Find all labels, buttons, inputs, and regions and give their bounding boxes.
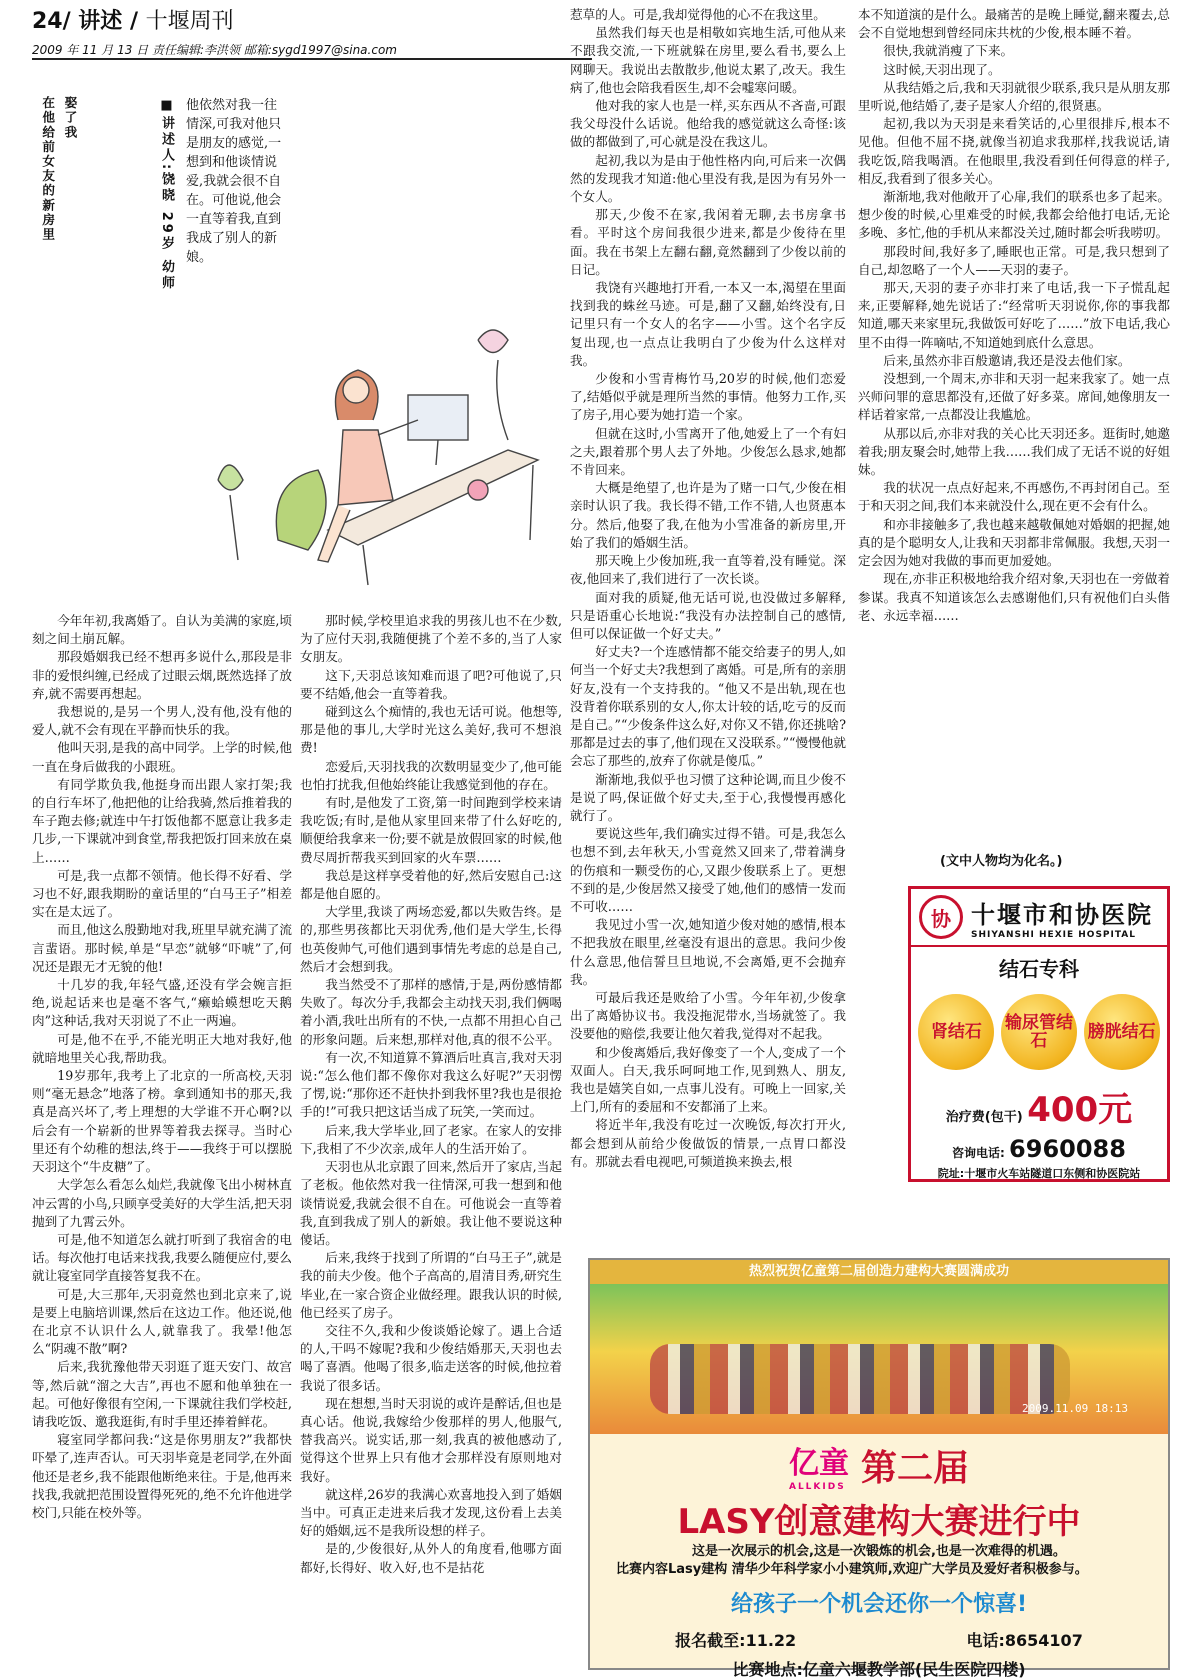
article-paragraph: 好丈夫?一个连感情都不能交给妻子的男人,如何当一个好丈夫?我想到了离婚。可是,所有的亲朋好友,没有一个支持我的。“他又不是出轨,现在也没背着你联系别的女人,你太计较的话,吃亏的反而是自己。”“少俊条件这么好,对你又不错,你还挑啥?那都是过去的事了,他们现在又没联系。”“慢慢他就会忘了那些的,放弃了你就是傻瓜。” <box>570 644 846 769</box>
brand-row <box>590 1438 1168 1492</box>
article-paragraph: 惹草的人。可是,我却觉得他的心不在我这里。 <box>570 7 826 22</box>
classroom-photo <box>590 1284 1168 1434</box>
phone-label: 电话: <box>966 1631 1005 1650</box>
article-paragraph: 大概是绝望了,也许是为了赌一口气,少俊在相亲时认识了我。我长得不错,工作不错,人也贤惠本分。然后,他娶了我,在他为小雪准备的新房里,开始了我们的婚姻生活。 <box>570 480 846 550</box>
article-paragraph: 交往不久,我和少俊谈婚论嫁了。遇上合适的人,干吗不嫁呢?我和少俊结婚那天,天羽也去喝了喜酒。他喝了很多,临走送客的时候,他拉着我说了很多话。 <box>300 1322 562 1393</box>
article-paragraph: 可是,他不在乎,不能光明正大地对我好,他就暗地里关心我,帮助我。 <box>32 1031 292 1065</box>
article-paragraph: 现在想想,当时天羽说的或许是醉话,但也是真心话。他说,我嫁给少俊那样的男人,他服气,替我高兴。说实话,那一刻,我真的被他感动了,觉得这个世界上只有他才会那样没有原则地对我好。 <box>300 1395 562 1484</box>
fee-label: 治疗费(包干) <box>945 1110 1023 1125</box>
article-paragraph: 面对我的质疑,他无话可说,也没做过多解释,只是语重心长地说:“我没有办法控制自己的感情,但可以保证做一个好丈夫。” <box>570 589 846 641</box>
issue-meta: 2009 年 11 月 13 日 责任编辑:李洪领 邮箱:sygd1997@sina.com <box>32 43 397 57</box>
article-column-2 <box>300 612 562 1672</box>
article-headline <box>38 96 130 506</box>
article-paragraph: 少俊和小雪青梅竹马,20岁的时候,他们恋爱了,结婚似乎就是理所当然的事情。他努力工作,买了房子,用心要为她打造一个家。 <box>570 371 846 423</box>
edition-label: 第二届 <box>860 1447 969 1489</box>
article-paragraph: 今年年初,我离婚了。自认为美满的家庭,顷刻之间土崩瓦解。 <box>32 613 292 647</box>
article-paragraph: 我当然受不了那样的感情,于是,两份感情都失败了。每次分手,我都会主动找天羽,我们俩喝着小酒,我吐出所有的不快,一点都不用担心自己的形象问题。后来想,那样对他,真的很不公平。 <box>300 977 562 1047</box>
photo-timestamp: 2009.11.09 18:13 <box>1022 1402 1128 1415</box>
article-paragraph: 将近半年,我没有吃过一次晚饭,每次打开火,都会想到从前给少俊做饭的情景,一点胃口都没有。那就去看电视吧,可频道换来换去,根 <box>570 1117 846 1169</box>
article-paragraph: 后来,我大学毕业,回了老家。在家人的安排下,我相了不少次亲,成年人的生活开始了。 <box>300 1122 562 1156</box>
desc-line-1: 这是一次展示的机会,这是一次锻炼的机会,也是一次难得的机遇。 <box>692 1544 1066 1559</box>
stone-kidney: 肾结石 <box>918 994 994 1070</box>
hospital-name-block <box>971 895 1153 940</box>
article-paragraph: 那段时间,我好多了,睡眠也正常。可是,我只想到了自己,却忽略了一个人——天羽的妻子。 <box>858 243 1170 277</box>
article-paragraph: 那时候,学校里追求我的男孩儿也不在少数,为了应付天羽,我随便挑了个差不多的,当了人家女朋友。 <box>300 613 562 665</box>
article-paragraph: 是的,少俊很好,从外人的角度看,他哪方面都好,长得好、收入好,也不是拈花 <box>300 1541 562 1575</box>
article-paragraph: 碰到这么个痴情的,我也无话可说。他想等,那是他的事儿,大学时光这么美好,我可不想浪费! <box>300 704 562 756</box>
article-paragraph: 有时,是他发了工资,第一时间跑到学校来请我吃饭;有时,是他从家里回来带了什么好吃的,顺便给我拿来一份;要不就是放假回家的时候,他费尽周折帮我买到回家的火车票…… <box>300 795 562 865</box>
article-paragraph: 他对我的家人也是一样,买东西从不吝啬,可跟我父母没什么话说。他给我的感觉就这么奇怪:该做的都做到了,可心就是没在我这儿。 <box>570 98 846 150</box>
woman-at-desk-illustration <box>178 300 558 590</box>
contest-venue: 比赛地点:亿童六堰教学部(民生医院四楼) <box>732 1660 1026 1679</box>
article-paragraph: 后来,我犹豫他带天羽逛了逛天安门、故宫等,然后就“溜之大吉”,再也不愿和他单独在一起。可他好像很有空闲,一下课就往我们学校赶,请我吃饭、邀我逛街,有时手里还捧着鲜花。 <box>32 1359 292 1429</box>
article-paragraph: 那天,少俊不在家,我闲着无聊,去书房拿书看。平时这个房间我很少进来,都是少俊待在里面。我在书架上左翻右翻,竟然翻到了少俊以前的日记。 <box>570 207 846 277</box>
article-paragraph: 和少俊离婚后,我好像变了一个人,变成了一个双面人。白天,我乐呵呵地工作,见到熟人、朋友,我也是嬉笑自如,一点事儿没有。可晚上一回家,关上门,所有的委屈和不安都涌了上来。 <box>570 1044 846 1115</box>
article-column-1 <box>32 612 292 1672</box>
article-paragraph: 十几岁的我,年轻气盛,还没有学会婉言拒绝,说起话来也是毫不客气,“癞蛤蟆想吃天鹅肉”这种话,我对天羽说了不止一两遍。 <box>32 977 292 1029</box>
contest-slogan: 给孩子一个机会还你一个惊喜! <box>730 1592 1028 1617</box>
deadline-label: 报名截至: <box>675 1631 746 1650</box>
kids-contest-advertisement <box>588 1258 1170 1679</box>
article-paragraph: 我总是这样享受着他的好,然后安慰自己:这都是他自愿的。 <box>300 867 562 902</box>
article-paragraph: 大学里,我谈了两场恋爱,都以失败告终。是的,那些男孩都比天羽优秀,他们是大学生,长得也英俊帅气,可他们遇到事情先考虑的总是自己,然后才会想到我。 <box>300 904 562 974</box>
phone-value: 8654107 <box>1004 1631 1083 1650</box>
article-paragraph: 要说这些年,我们确实过得不错。可是,我怎么也想不到,去年秋天,小雪竟然又回来了,带着满身的伤痕和一颗受伤的心,又跟少俊联系上了。更想不到的是,少俊居然又接受了她,他们的感情一发而不可收…… <box>570 826 846 914</box>
tel-number: 6960088 <box>1009 1135 1126 1163</box>
article-paragraph: 这时候,天羽出现了。 <box>883 61 1001 77</box>
headline-line-1: 娶了我 <box>62 96 78 140</box>
fee-value: 400元 <box>1027 1090 1133 1130</box>
article-paragraph: 后来,我终于找到了所谓的“白马王子”,就是我的前夫少俊。他个子高高的,眉清目秀,研究生毕业,在一家合资企业做经理。跟我认识的时候,他已经买了房子。 <box>300 1250 562 1320</box>
article-paragraph: 从那以后,亦非对我的关心比天羽还多。逛街时,她邀着我;朋友聚会时,她带上我……我们成了无话不说的好姐妹。 <box>858 425 1170 478</box>
article-paragraph: 可最后我还是败给了小雪。今年年初,少俊拿出了离婚协议书。我没拖泥带水,当场就签了。我没要他的赔偿,我要让他欠着我,觉得对不起我。 <box>570 989 846 1042</box>
hospital-phone <box>911 1135 1167 1163</box>
article-paragraph: 而且,他这么殷勤地对我,班里早就充满了流言蜚语。那时候,单是“早恋”就够“吓唬”了,何况还是跟无才无貌的他! <box>32 922 292 974</box>
article-paragraph: 从我结婚之后,我和天羽就很少联系,我只是从朋友那里听说,他结婚了,妻子是家人介绍的,很贤惠。 <box>858 79 1170 114</box>
stone-ureter: 输尿管结石 <box>1001 994 1077 1070</box>
hospital-advertisement <box>908 886 1170 1182</box>
article-paragraph: 很快,我就消瘦了下来。 <box>883 43 1014 59</box>
article-paragraph: 我想说的,是另一个男人,没有他,没有他的爱人,就不会有现在平静而快乐的我。 <box>32 704 292 738</box>
desc-line-2: 比赛内容Lasy建构 清华少年科学家小小建筑师,欢迎广大学员及爱好者积极参与。 <box>616 1562 1088 1577</box>
article-paragraph: 那段婚姻我已经不想再多说什么,那段是非非的爱恨纠缠,已经成了过眼云烟,既然选择了放弃,就不需要再想起。 <box>32 649 292 701</box>
treatment-fee <box>911 1082 1167 1131</box>
hospital-specialty: 结石专科 <box>999 957 1079 981</box>
section-title: 24/ 讲述 / 十堰周刊 <box>32 9 234 34</box>
headline-line-2: 在他给前女友的新房里 <box>40 96 56 242</box>
article-byline: ■讲述人:饶晓 29岁 幼师 <box>159 98 174 292</box>
tel-label: 咨询电话: <box>952 1146 1005 1160</box>
publication-name: 十堰周刊 <box>145 9 234 34</box>
article-paragraph: 那天晚上少俊加班,我一直等着,没有睡觉。深夜,他回来了,我们进行了一次长谈。 <box>570 553 846 587</box>
article-paragraph: 没想到,一个周末,亦非和天羽一起来我家了。她一点兴师问罪的意思都没有,还做了好多菜。席间,她像朋友一样话着家常,一点都没让我尴尬。 <box>858 371 1170 423</box>
page-section: 24/ 讲述 <box>32 9 123 34</box>
hospital-header <box>911 889 1167 947</box>
ad-banner: 热烈祝贺亿童第二届创造力建构大赛圆满成功 <box>590 1260 1168 1284</box>
article-paragraph: 我饶有兴趣地打开看,一本又一本,渴望在里面找到我的蛛丝马迹。可是,翻了又翻,始终没有,日记里只有一个女人的名字——小雪。这个名字反复出现,也一点点让我明白了少俊为什么这样对我。 <box>570 280 846 368</box>
article-paragraph: 那天,天羽的妻子亦非打来了电话,我一下子慌乱起来,正要解释,她先说话了:“经常听天羽说你,你的事我都知道,哪天来家里玩,我做饭可好吃了……”放下电话,我心里不由得一阵嘀咕,不知道她到底什么意思。 <box>858 280 1170 350</box>
article-intro: 他依然对我一往情深,可我对他只是朋友的感觉,一想到和他谈情说爱,我就会很不自在。可他说,他会一直等着我,直到我成了别人的新娘。 <box>186 98 282 265</box>
article-column-3 <box>570 6 846 1169</box>
brand-logo <box>789 1438 849 1492</box>
article-paragraph: 现在,亦非正积极地给我介绍对象,天羽也在一旁做着参谋。我真不知道该怎么去感谢他们,只有祝他们白头偕老、永远幸福…… <box>858 571 1170 623</box>
contact-phone <box>966 1628 1082 1651</box>
brand-name: 亿童 <box>788 1446 849 1481</box>
hospital-name: 十堰市和协医院 <box>971 899 1153 929</box>
header-rule <box>32 58 592 60</box>
article-paragraph: 和亦非接触多了,我也越来越敬佩她对婚姻的把握,她真的是个聪明女人,让我和天羽都非常佩服。我想,天羽一定会因为她对我做的事而更加爱她。 <box>858 516 1170 569</box>
contest-description <box>590 1543 1168 1579</box>
deadline <box>675 1628 796 1651</box>
article-paragraph: 寝室同学都问我:“这是你男朋友?”我都快吓晕了,连声否认。可天羽毕竟是老同学,在外面他还是老乡,我不能跟他断绝来往。于是,他再来找我,我就把范围设置得死死的,绝不允许他进学校门,只能在校外等。 <box>32 1432 292 1520</box>
article-paragraph: 我见过小雪一次,她知道少俊对她的感情,根本不把我放在眼里,丝毫没有退出的意思。我问少俊什么意思,他信誓旦旦地说,不会离婚,更不会抛弃我。 <box>570 917 846 987</box>
article-paragraph: 后来,虽然亦非百般邀请,我还是没去他们家。 <box>883 352 1131 368</box>
article-paragraph: 渐渐地,我似乎也习惯了这种论调,而且少俊不是说了吗,保证做个好丈夫,至于心,我慢慢再感化就行了。 <box>570 771 846 823</box>
article-paragraph: 起初,我以为天羽是来看笑话的,心里很排斥,根本不见他。但他不屈不挠,就像当初追求我那样,找我说话,请我吃饭,陪我喝酒。在他眼里,我没看到任何得意的样子,相反,我看到了很多关心。 <box>858 116 1170 186</box>
article-paragraph: 渐渐地,我对他敞开了心扉,我们的联系也多了起来。想少俊的时候,心里难受的时候,我都会给他打电话,无论多晚、多忙,他的手机从来都没关过,随时都会听我唠叨。 <box>858 189 1170 241</box>
article-paragraph: 有一次,不知道算不算酒后吐真言,我对天羽说:“怎么他们都不像你对我这么好呢?”天羽愣了愣,说:“那你还不赶快扑到我怀里?我也是很抢手的!”可我只把这话当成了玩笑,一笑而过。 <box>300 1049 562 1120</box>
stone-bladder: 膀胱结石 <box>1084 994 1160 1070</box>
article-footnote: (文中人物均为化名。) <box>940 854 1063 869</box>
article-paragraph: 可是,我一点都不领情。他长得不好看、学习也不好,跟我期盼的童话里的“白马王子”相差实在是太远了。 <box>32 867 292 920</box>
article-paragraph: 我的状况一点点好起来,不再感伤,不再封闭自己。至于和天羽之间,我们本来就没什么,现在更不会有什么。 <box>858 480 1170 514</box>
stone-types <box>911 994 1167 1070</box>
hospital-address: 院址:十堰市火车站隧道口东侧和协医院站 <box>937 1167 1141 1180</box>
article-paragraph: 天羽也从北京跟了回来,然后开了家店,当起了老板。他依然对我一往情深,可我一想到和他谈情说爱,我就会很不自在。可他说会一直等着我,直到我成了别人的新娘。我让他不要说这种傻话。 <box>300 1159 562 1247</box>
children-group <box>650 1344 1070 1414</box>
hospital-name-en: SHIYANSHI HEXIE HOSPITAL <box>971 929 1137 940</box>
contest-headline: LASY创意建构大赛进行中 <box>677 1502 1081 1542</box>
article-paragraph: 可是,他不知道怎么就打听到了我宿舍的电话。每次他打电话来找我,我要么随便应付,要么就让寝室同学直接答复我不在。 <box>32 1231 292 1284</box>
brand-name-en: ALLKIDS <box>788 1482 846 1492</box>
page-header <box>32 4 592 60</box>
deadline-value: 11.22 <box>745 1631 797 1650</box>
article-paragraph: 19岁那年,我考上了北京的一所高校,天羽则“毫无悬念”地落了榜。拿到通知书的那天,我真是高兴坏了,考上理想的大学谁不开心啊?以后会有一个崭新的世界等着我去探寻。当时心里还有个幼稚的想法,终于——我终于可以摆脱天羽这个“牛皮糖”了。 <box>32 1068 292 1175</box>
article-paragraph: 恋爱后,天羽找我的次数明显变少了,他可能也怕打扰我,但他始终能让我感觉到他的存在。 <box>300 758 562 792</box>
article-paragraph: 就这样,26岁的我满心欢喜地投入到了婚姻当中。可真正走进来后我才发现,这份看上去美好的婚姻,远不是我所设想的样子。 <box>300 1486 562 1539</box>
article-column-4 <box>858 6 1170 840</box>
article-paragraph: 大学怎么看怎么灿烂,我就像飞出小树林直冲云霄的小鸟,只顾享受美好的大学生活,把天羽抛到了九霄云外。 <box>32 1177 292 1229</box>
article-paragraph: 但就在这时,小雪离开了他,她爱上了一个有妇之夫,跟着那个男人去了外地。少俊怎么恳求,她都不肯回来。 <box>570 425 846 478</box>
article-paragraph: 可是,大三那年,天羽竟然也到北京来了,说是要上电脑培训课,然后在这边工作。他还说,他在北京不认识什么人,就靠我了。我晕!他怎么“阴魂不散”啊? <box>32 1286 292 1357</box>
hospital-logo-icon: 协 <box>919 895 963 939</box>
article-paragraph: 这下,天羽总该知难而退了吧?可他说了,只要不结婚,他会一直等着我。 <box>300 667 562 701</box>
article-paragraph: 他叫天羽,是我的高中同学。上学的时候,他一直在身后做我的小跟班。 <box>32 740 292 774</box>
registration-info <box>590 1628 1168 1651</box>
article-paragraph: 有同学欺负我,他挺身而出跟人家打架;我的自行车坏了,他把他的让给我骑,然后推着我的车子跑去修;就连中午打饭他都不愿意让我多走几步,一下课就冲到食堂,帮我把饭打回来放在桌上…… <box>32 776 292 865</box>
article-paragraph: 起初,我以为是由于他性格内向,可后来一次偶然的发现我才知道:他心里没有我,是因为有另外一个女人。 <box>570 152 846 205</box>
article-paragraph: 虽然我们每天也是相敬如宾地生活,可他从来不跟我交流,一下班就躲在房里,要么看书,要么上网聊天。我说出去散散步,他说太累了,改天。我生病了,他也会陪我看医生,却不会嘘寒问暖。 <box>570 25 846 95</box>
article-paragraph: 本不知道演的是什么。最痛苦的是晚上睡觉,翻来覆去,总会不自觉地想到曾经同床共枕的少俊,根本睡不着。 <box>858 7 1170 41</box>
